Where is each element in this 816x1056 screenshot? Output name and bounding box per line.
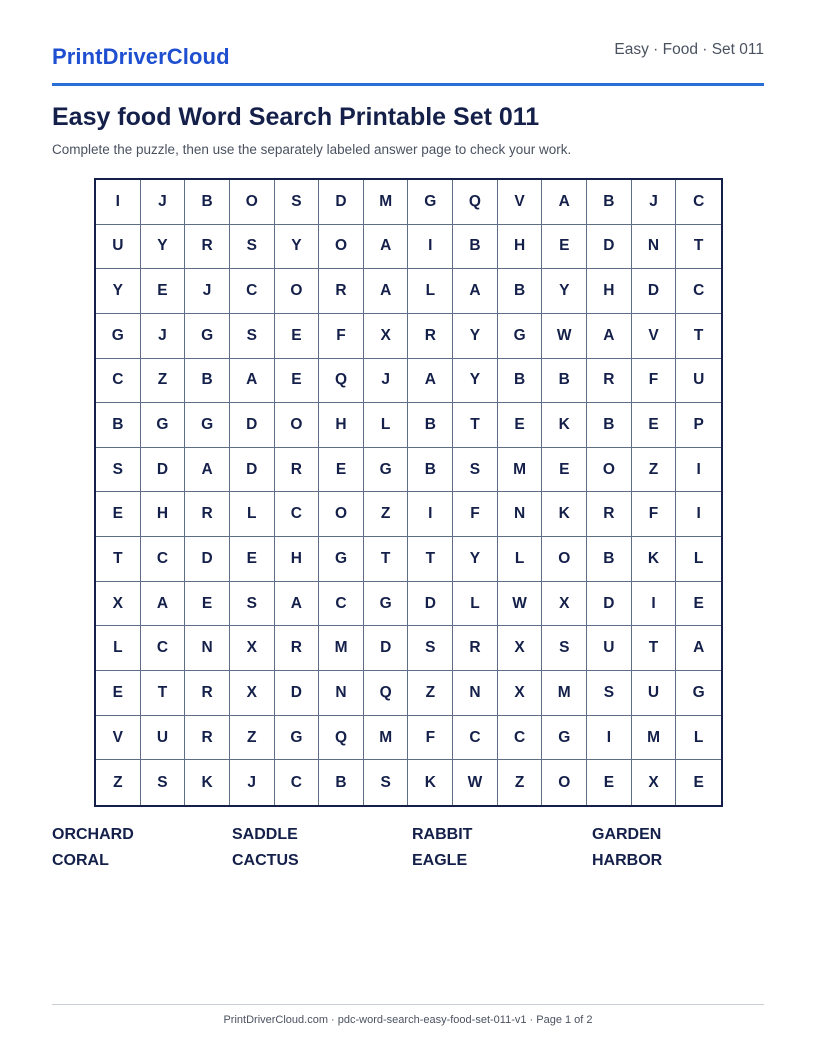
footer-divider — [52, 1004, 764, 1005]
grid-cell: T — [676, 225, 721, 270]
grid-cell: X — [364, 314, 409, 359]
grid-cell: D — [408, 582, 453, 627]
grid-cell: N — [453, 671, 498, 716]
grid-cell: I — [408, 492, 453, 537]
grid-cell: L — [676, 537, 721, 582]
grid-cell: X — [230, 671, 275, 716]
grid-cell: C — [141, 537, 186, 582]
word-list-item: SADDLE — [232, 826, 298, 843]
grid-cell: O — [587, 448, 632, 493]
grid-cell: D — [230, 403, 275, 448]
grid-cell: K — [632, 537, 677, 582]
grid-cell: R — [587, 359, 632, 404]
grid-cell: V — [498, 180, 543, 225]
grid-cell: B — [498, 359, 543, 404]
grid-cell: E — [185, 582, 230, 627]
grid-cell: L — [453, 582, 498, 627]
grid-cell: G — [676, 671, 721, 716]
grid-cell: K — [542, 492, 587, 537]
grid-cell: T — [676, 314, 721, 359]
grid-cell: L — [408, 269, 453, 314]
grid-cell: O — [230, 180, 275, 225]
grid-cell: H — [587, 269, 632, 314]
grid-cell: J — [364, 359, 409, 404]
word-list-item: GARDEN — [592, 826, 662, 843]
grid-cell: N — [632, 225, 677, 270]
grid-cell: X — [96, 582, 141, 627]
grid-cell: M — [364, 180, 409, 225]
grid-cell: A — [364, 225, 409, 270]
grid-cell: A — [141, 582, 186, 627]
grid-cell: S — [408, 626, 453, 671]
grid-cell: L — [230, 492, 275, 537]
grid-cell: A — [587, 314, 632, 359]
grid-cell: B — [498, 269, 543, 314]
grid-cell: G — [364, 448, 409, 493]
grid-cell: X — [498, 626, 543, 671]
grid-cell: W — [453, 760, 498, 805]
grid-cell: K — [542, 403, 587, 448]
grid-cell: E — [275, 359, 320, 404]
word-search-grid — [94, 178, 723, 807]
grid-cell: X — [542, 582, 587, 627]
grid-cell: D — [230, 448, 275, 493]
grid-cell: S — [230, 225, 275, 270]
grid-cell: O — [542, 760, 587, 805]
grid-cell: G — [141, 403, 186, 448]
grid-cell: I — [408, 225, 453, 270]
grid-cell: C — [453, 716, 498, 761]
grid-cell: E — [230, 537, 275, 582]
grid-cell: E — [632, 403, 677, 448]
page-subtitle: Complete the puzzle, then use the separately labeled answer page to check your work. — [52, 142, 572, 157]
grid-cell: S — [230, 314, 275, 359]
grid-cell: G — [185, 403, 230, 448]
grid-cell: A — [275, 582, 320, 627]
grid-cell: M — [632, 716, 677, 761]
grid-cell: R — [185, 225, 230, 270]
grid-cell: C — [676, 180, 721, 225]
grid-cell: L — [364, 403, 409, 448]
grid-cell: C — [275, 760, 320, 805]
grid-cell: S — [141, 760, 186, 805]
grid-cell: V — [96, 716, 141, 761]
grid-cell: R — [587, 492, 632, 537]
grid-cell: Z — [408, 671, 453, 716]
grid-cell: P — [676, 403, 721, 448]
grid-cell: T — [632, 626, 677, 671]
grid-cell: Q — [364, 671, 409, 716]
grid-cell: I — [676, 492, 721, 537]
grid-cell: A — [408, 359, 453, 404]
grid-cell: F — [632, 359, 677, 404]
grid-cell: G — [498, 314, 543, 359]
grid-cell: J — [141, 314, 186, 359]
grid-cell: A — [364, 269, 409, 314]
grid-cell: Y — [453, 359, 498, 404]
grid-cell: U — [632, 671, 677, 716]
grid-cell: R — [185, 492, 230, 537]
grid-cell: G — [408, 180, 453, 225]
grid-cell: S — [275, 180, 320, 225]
grid-cell: C — [676, 269, 721, 314]
grid-cell: G — [319, 537, 364, 582]
grid-cell: G — [185, 314, 230, 359]
grid-cell: B — [408, 403, 453, 448]
grid-cell: Q — [319, 716, 364, 761]
grid-cell: S — [230, 582, 275, 627]
grid-cell: N — [319, 671, 364, 716]
page-footer: PrintDriverCloud.com · pdc-word-search-easy-food-set-011-v1 · Page 1 of 2 — [223, 1014, 593, 1026]
grid-cell: N — [185, 626, 230, 671]
grid-cell: J — [185, 269, 230, 314]
grid-cell: F — [319, 314, 364, 359]
grid-cell: D — [587, 582, 632, 627]
grid-cell: W — [542, 314, 587, 359]
grid-cell: G — [96, 314, 141, 359]
grid-cell: Y — [453, 537, 498, 582]
grid-cell: E — [498, 403, 543, 448]
grid-cell: F — [632, 492, 677, 537]
grid-cell: E — [275, 314, 320, 359]
grid-cell: I — [96, 180, 141, 225]
grid-cell: C — [319, 582, 364, 627]
grid-cell: H — [275, 537, 320, 582]
grid-cell: A — [542, 180, 587, 225]
word-list-item: HARBOR — [592, 852, 663, 869]
grid-cell: M — [319, 626, 364, 671]
grid-cell: J — [632, 180, 677, 225]
grid-cell: T — [453, 403, 498, 448]
grid-cell: D — [632, 269, 677, 314]
grid-cell: I — [676, 448, 721, 493]
grid-cell: S — [96, 448, 141, 493]
brand-logo: PrintDriverCloud — [52, 44, 230, 69]
grid-cell: B — [408, 448, 453, 493]
grid-cell: T — [141, 671, 186, 716]
grid-cell: U — [587, 626, 632, 671]
grid-cell: O — [275, 403, 320, 448]
grid-cell: F — [453, 492, 498, 537]
grid-cell: D — [275, 671, 320, 716]
grid-cell: R — [319, 269, 364, 314]
grid-cell: D — [141, 448, 186, 493]
page-title: Easy food Word Search Printable Set 011 — [52, 103, 540, 131]
grid-cell: Z — [364, 492, 409, 537]
grid-cell: O — [542, 537, 587, 582]
grid-cell: D — [587, 225, 632, 270]
grid-cell: X — [498, 671, 543, 716]
grid-cell: D — [185, 537, 230, 582]
grid-cell: U — [141, 716, 186, 761]
grid-cell: M — [364, 716, 409, 761]
grid-cell: H — [319, 403, 364, 448]
grid-cell: E — [542, 448, 587, 493]
grid-cell: C — [96, 359, 141, 404]
grid-cell: A — [676, 626, 721, 671]
grid-cell: A — [230, 359, 275, 404]
grid-cell: U — [676, 359, 721, 404]
grid-cell: T — [408, 537, 453, 582]
grid-cell: R — [185, 716, 230, 761]
grid-cell: G — [275, 716, 320, 761]
grid-cell: Y — [275, 225, 320, 270]
grid-cell: W — [498, 582, 543, 627]
word-list-item: CACTUS — [232, 852, 299, 869]
grid-cell: T — [96, 537, 141, 582]
grid-cell: Y — [453, 314, 498, 359]
grid-cell: R — [408, 314, 453, 359]
grid-cell: O — [319, 492, 364, 537]
grid-cell: M — [542, 671, 587, 716]
grid-cell: Y — [141, 225, 186, 270]
grid-cell: I — [587, 716, 632, 761]
grid-cell: G — [542, 716, 587, 761]
grid-cell: Z — [230, 716, 275, 761]
grid-cell: N — [498, 492, 543, 537]
grid-cell: E — [141, 269, 186, 314]
grid-cell: B — [587, 537, 632, 582]
grid-cell: H — [141, 492, 186, 537]
grid-cell: L — [676, 716, 721, 761]
grid-cell: X — [632, 760, 677, 805]
grid-cell: Z — [632, 448, 677, 493]
grid-cell: O — [319, 225, 364, 270]
grid-cell: B — [185, 180, 230, 225]
grid-cell: K — [408, 760, 453, 805]
grid-cell: M — [498, 448, 543, 493]
grid-cell: B — [319, 760, 364, 805]
grid-cell: T — [364, 537, 409, 582]
grid-cell: D — [364, 626, 409, 671]
grid-cell: E — [96, 492, 141, 537]
grid-cell: R — [453, 626, 498, 671]
grid-cell: E — [587, 760, 632, 805]
header-divider — [52, 83, 764, 86]
grid-cell: L — [96, 626, 141, 671]
grid-cell: G — [364, 582, 409, 627]
grid-cell: B — [587, 403, 632, 448]
grid-cell: Z — [96, 760, 141, 805]
header-meta: Easy · Food · Set 011 — [614, 41, 764, 58]
word-list-item: ORCHARD — [52, 826, 134, 843]
grid-cell: S — [453, 448, 498, 493]
grid-cell: E — [319, 448, 364, 493]
grid-cell: E — [693, 773, 704, 791]
grid-cell: B — [542, 359, 587, 404]
grid-cell: H — [498, 225, 543, 270]
grid-cell: Q — [319, 359, 364, 404]
grid-cell: S — [542, 626, 587, 671]
word-list — [52, 826, 772, 870]
grid-cell: L — [498, 537, 543, 582]
grid-cell: X — [230, 626, 275, 671]
grid-cell: B — [96, 403, 141, 448]
grid-cell: V — [632, 314, 677, 359]
grid-cell: J — [230, 760, 275, 805]
grid-cell: O — [275, 269, 320, 314]
grid-cell: E — [676, 582, 721, 627]
word-list-item: EAGLE — [412, 852, 468, 869]
grid-cell: S — [364, 760, 409, 805]
grid-cell: J — [141, 180, 186, 225]
grid-cell: Y — [96, 269, 141, 314]
grid-cell: U — [96, 225, 141, 270]
grid-cell: C — [230, 269, 275, 314]
grid-cell: S — [587, 671, 632, 716]
word-list-item: CORAL — [52, 852, 109, 869]
grid-cell: F — [408, 716, 453, 761]
grid-cell: B — [185, 359, 230, 404]
grid-cell: Y — [542, 269, 587, 314]
grid-cell: B — [587, 180, 632, 225]
grid-cell: Z — [498, 760, 543, 805]
grid-cell: C — [275, 492, 320, 537]
grid-cell: A — [453, 269, 498, 314]
grid-cell: E — [96, 671, 141, 716]
grid-cell: E — [542, 225, 587, 270]
grid-cell: R — [185, 671, 230, 716]
grid-cell: D — [319, 180, 364, 225]
grid-cell: Z — [141, 359, 186, 404]
grid-cell: R — [275, 626, 320, 671]
grid-cell: A — [185, 448, 230, 493]
word-list-item: RABBIT — [412, 826, 473, 843]
grid-cell: Q — [453, 180, 498, 225]
grid-cell: C — [141, 626, 186, 671]
grid-cell: R — [275, 448, 320, 493]
grid-cell: B — [453, 225, 498, 270]
grid-cell: C — [498, 716, 543, 761]
grid-cell: K — [185, 760, 230, 805]
grid-cell: I — [632, 582, 677, 627]
